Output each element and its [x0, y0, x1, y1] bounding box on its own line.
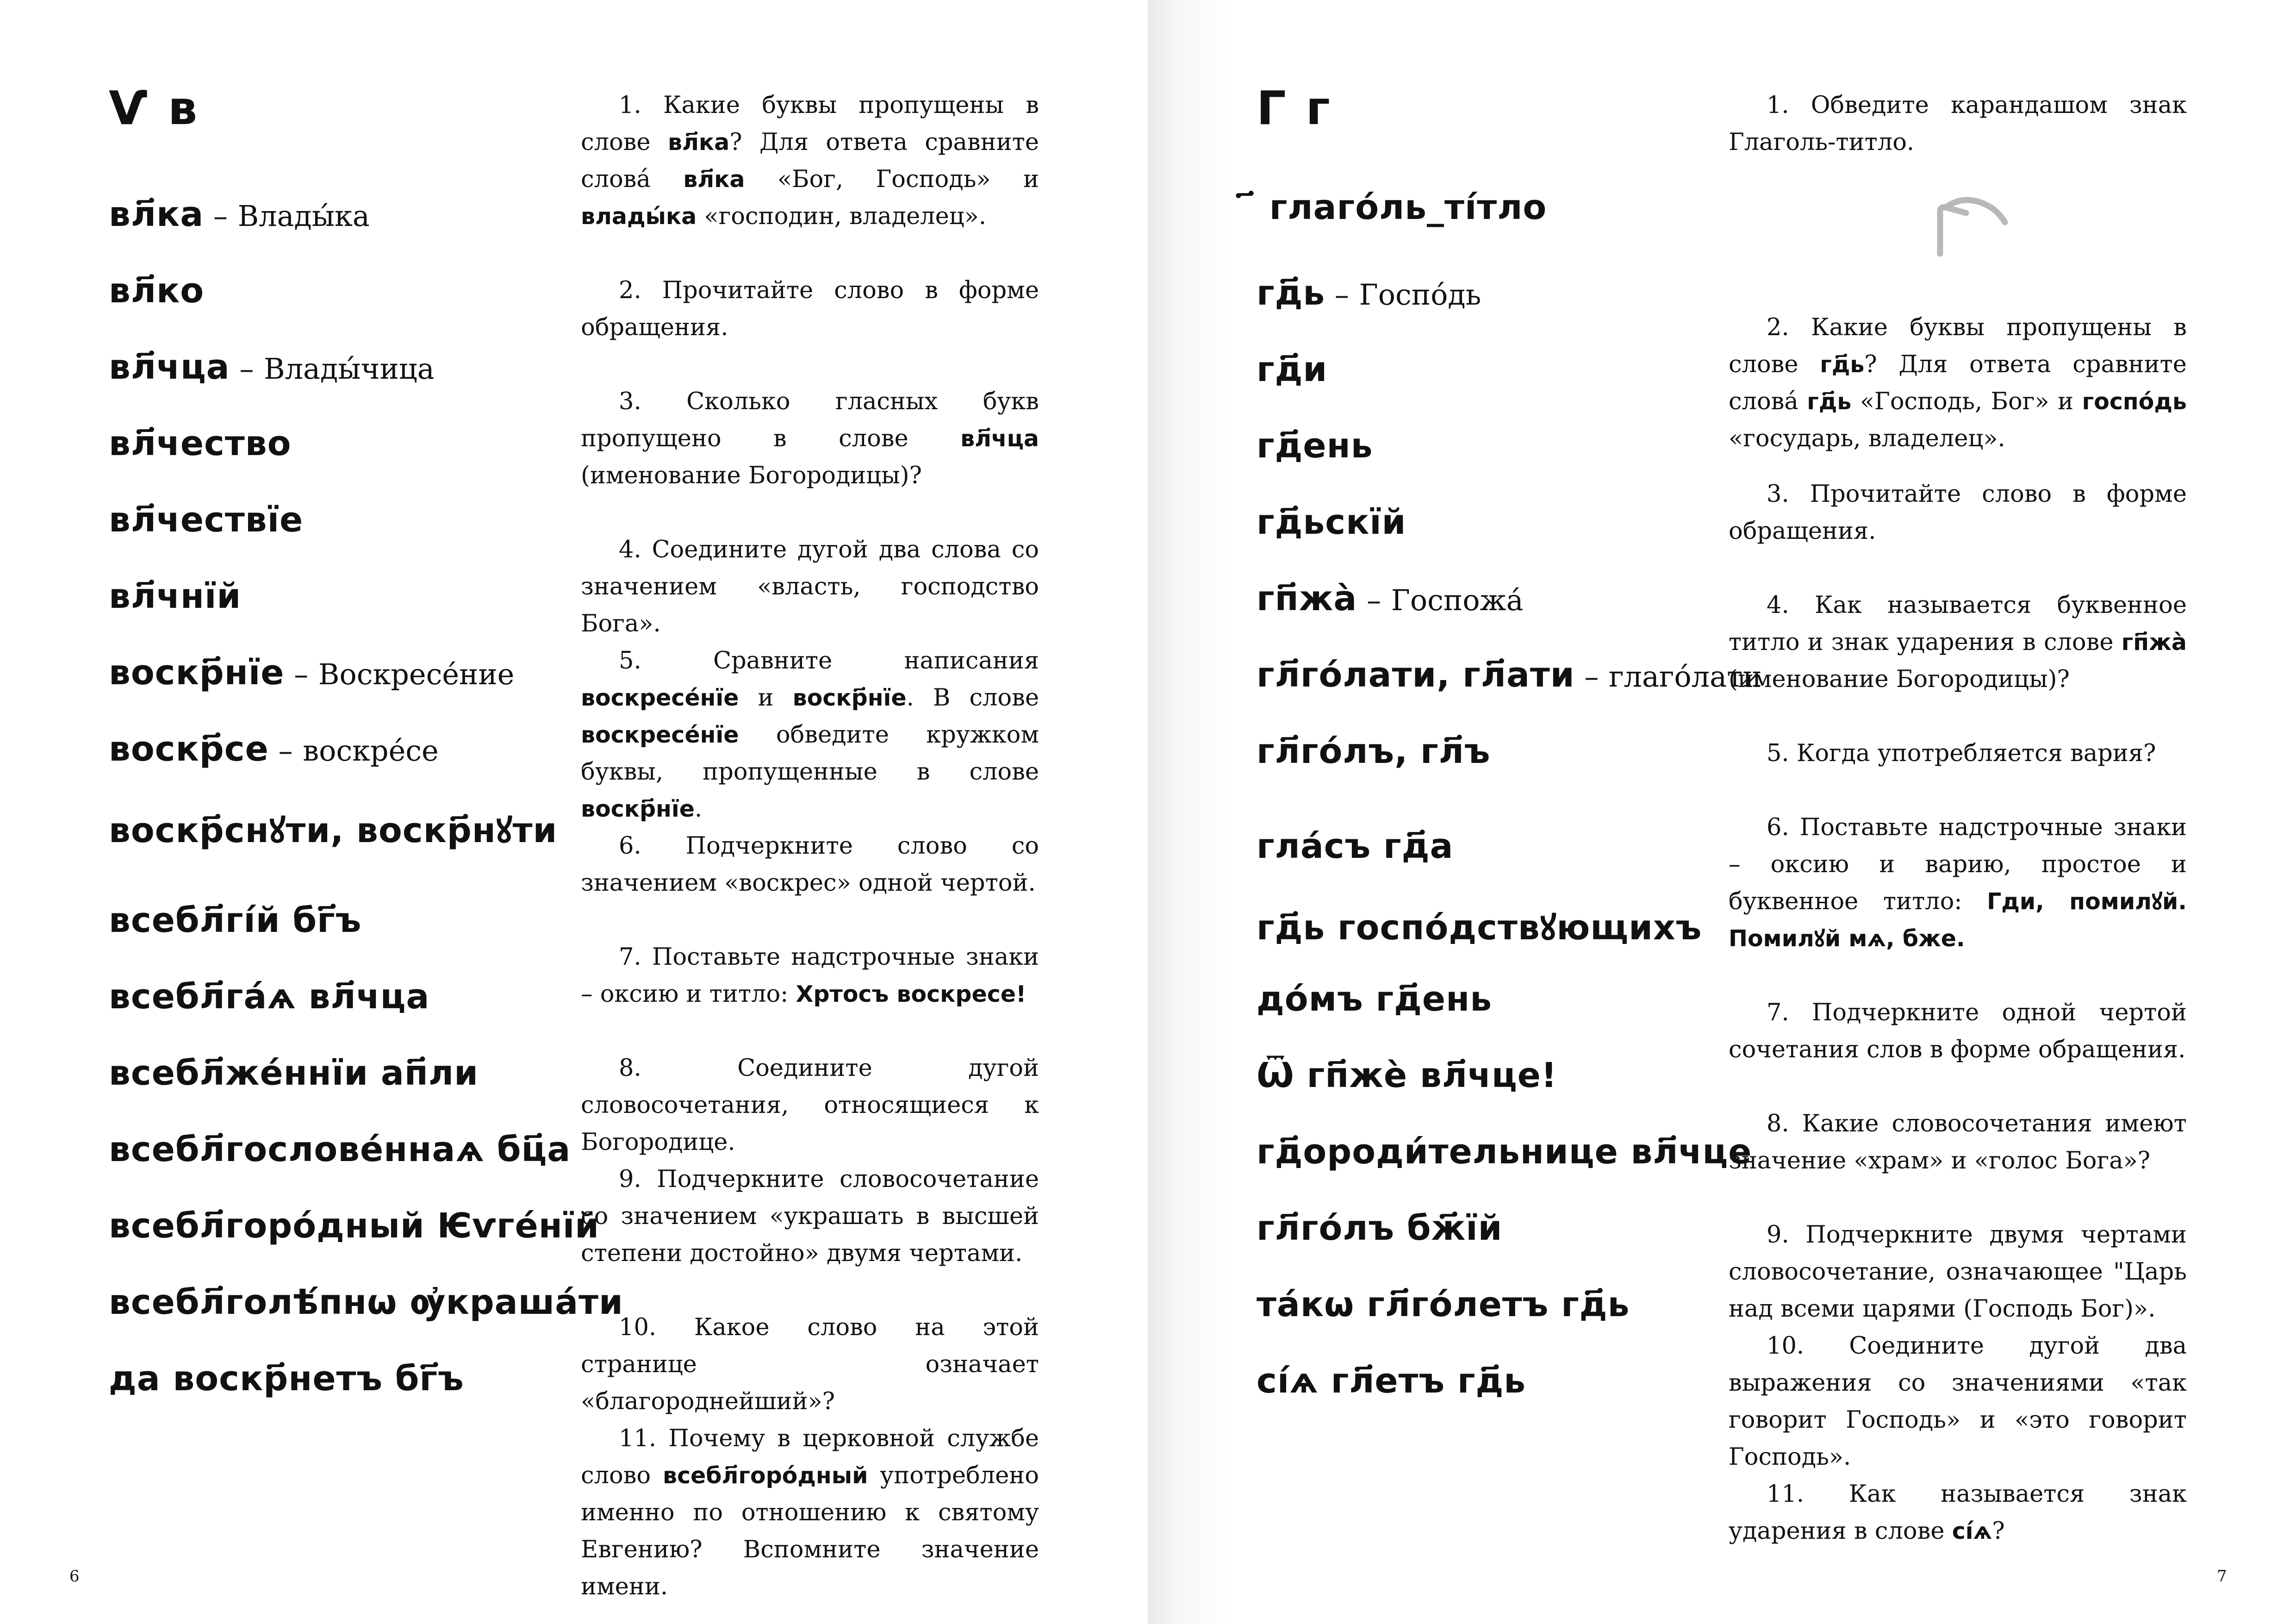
church-slavonic-inline: гд҃ь: [1807, 388, 1852, 415]
task-text: ? Для ответа сравните слова́: [581, 129, 1039, 193]
word-entry: [1257, 731, 1491, 771]
word-entry: [1257, 1208, 1502, 1248]
gloss-separator: –: [1325, 278, 1359, 312]
church-slavonic-word: Ѿ гп҃жѐ вл҃чце!: [1257, 1056, 1557, 1095]
church-slavonic-word: всебл҃же́ннїи ап҃ли: [109, 1053, 479, 1093]
church-slavonic-inline: влады́ка: [581, 203, 697, 230]
word-entry: [109, 1053, 479, 1093]
russian-gloss: Влады́ка: [237, 199, 370, 233]
task-item: [1729, 1476, 2187, 1550]
task-text: (именование Богородицы)?: [581, 462, 922, 489]
russian-gloss: Воскресе́ние: [318, 657, 515, 691]
task-text: 9. Подчеркните двумя чертами словосочетание, означающее: [1729, 1221, 2187, 1286]
church-slavonic-inline: сі́ѧ: [1952, 1518, 1992, 1544]
church-slavonic-word: воскр҃се: [109, 729, 269, 769]
church-slavonic-word: сі́ѧ гл҃етъ гд҃ь: [1257, 1361, 1526, 1401]
church-slavonic-inline: вл҃чца: [960, 425, 1039, 452]
task-item: [1729, 809, 2187, 957]
task-text: 7. Подчеркните одной чертой сочетания слов в форме обращения.: [1729, 999, 2187, 1063]
task-item: [1729, 1328, 2187, 1476]
glagol-titlo-icon: [1930, 194, 2009, 264]
church-slavonic-word: гд҃и: [1257, 350, 1328, 389]
task-text: 6. Поставьте надстрочные знаки – оксию и варию, простое и буквенное титло:: [1729, 814, 2187, 915]
church-slavonic-inline: воскр҃нїе: [581, 796, 695, 822]
page-number: 7: [2217, 1567, 2227, 1586]
task-item: [1729, 1217, 2187, 1328]
word-entry: [109, 1206, 599, 1246]
task-item: [581, 1420, 1039, 1605]
church-slavonic-word: воскр҃снꙋти, воскр҃нꙋти: [109, 811, 558, 850]
task-item: [1729, 994, 2187, 1068]
task-list: [581, 87, 1039, 1600]
word-entry: [109, 729, 439, 769]
task-text: употреблено именно по отношению к святому Евгению? Вспомните значение имени.: [581, 1462, 1039, 1600]
word-entry: [1257, 1056, 1557, 1095]
church-slavonic-inline: воскр҃нїе: [792, 685, 907, 711]
word-entry: [109, 500, 303, 540]
church-slavonic-inline: Хртосъ воскресе!: [796, 981, 1027, 1007]
page-number: 6: [69, 1567, 80, 1586]
task-text: 2. Какие буквы пропущены в слове: [1729, 314, 2187, 378]
task-item: [1729, 1106, 2187, 1180]
church-slavonic-word: вл҃ка: [109, 194, 204, 234]
task-text: . В слове: [906, 684, 1039, 712]
task-text: 3. Сколько гласных букв пропущено в слове: [581, 388, 1039, 452]
gloss-separator: –: [204, 199, 238, 233]
church-slavonic-word: гд҃ень: [1257, 426, 1373, 466]
church-slavonic-word: гд҃ороди́тельнице вл҃чце: [1257, 1132, 1752, 1172]
task-item: [581, 828, 1039, 902]
word-entry: [109, 576, 241, 616]
word-entry: [109, 806, 557, 852]
church-slavonic-word: гп҃жа̀: [1257, 579, 1357, 618]
gloss-separator: –: [1357, 583, 1391, 617]
church-slavonic-word: гл҃го́лати, гл҃ати: [1257, 655, 1575, 695]
word-entry: [1257, 579, 1524, 618]
church-slavonic-inline: госпо́дь: [2082, 388, 2187, 415]
task-text: 8. Какие словосочетания имеют значение «храм» и «голос Бога»?: [1729, 1110, 2187, 1174]
russian-gloss: Госпожа́: [1391, 583, 1524, 617]
word-entry: [109, 424, 291, 463]
task-item: [1729, 476, 2187, 550]
church-slavonic-word: вл҃ко: [109, 271, 205, 311]
word-entry: [1257, 826, 1453, 866]
task-item: [581, 1050, 1039, 1161]
task-list: [1729, 87, 2187, 1545]
task-text: «Господь, Бог» и: [1851, 388, 2082, 415]
word-entry: [109, 271, 204, 311]
task-text: 7. Поставьте надстрочные знаки – оксию и титло:: [581, 943, 1039, 1008]
word-entry: [109, 347, 435, 387]
church-slavonic-inline: гд҃ь: [1820, 351, 1865, 378]
church-slavonic-word: та́кѡ гл҃го́летъ гд҃ь: [1257, 1285, 1630, 1324]
church-slavonic-word: вл҃чнїй: [109, 576, 242, 616]
church-slavonic-word: гл҃го́лъ бж҃їй: [1257, 1208, 1503, 1248]
word-entry: [1257, 1132, 1752, 1172]
word-entry: [1257, 350, 1327, 389]
church-slavonic-word: всебл҃голѣ́пнѡ ѹ҆краша́ти: [109, 1282, 623, 1322]
task-text: 10. Какое слово на этой странице означает «благороднейший»?: [581, 1314, 1039, 1415]
church-slavonic-inline: Гди, помилꙋй. Помилꙋй мѧ, бже.: [1729, 888, 2187, 952]
church-slavonic-word: да воскр҃нетъ бг҃ъ: [109, 1359, 464, 1399]
task-text: 4. Соедините дугой два слова со значением «власть, господство Бога».: [581, 536, 1039, 637]
gloss-separator: –: [284, 657, 318, 691]
task-text: (именование Богородицы)?: [1729, 666, 2070, 693]
task-text: 1. Обведите карандашом знак Глаголь-титло.: [1729, 92, 2187, 156]
task-text: 9. Подчеркните словосочетание со значением «украшать в высшей степени достойно» двумя чертами.: [581, 1166, 1039, 1267]
task-item: [581, 531, 1039, 643]
task-item: [1729, 309, 2187, 457]
church-slavonic-word: вл҃чествїе: [109, 500, 304, 540]
church-slavonic-inline: вл҃ка: [683, 166, 745, 193]
task-text: 11. Как называется знак ударения в слове: [1729, 1480, 2187, 1545]
word-entry: [1257, 273, 1481, 313]
word-entry: [109, 194, 370, 234]
church-slavonic-word: воскр҃нїе: [109, 653, 285, 693]
word-entry: [109, 1282, 623, 1322]
church-slavonic-word: всебл҃га́ѧ вл҃чца: [109, 977, 430, 1017]
word-entry: [109, 1130, 571, 1169]
task-item: [581, 643, 1039, 828]
task-text: «Бог, Господь» и: [745, 166, 1039, 193]
task-text: 6. Подчеркните слово со значением «воскрес» одной чертой.: [581, 832, 1039, 897]
task-item: [581, 383, 1039, 494]
task-text: 5. Когда употребляется вария?: [1767, 740, 2156, 767]
word-entry: [1257, 426, 1373, 466]
task-text: 11. Почему в церковной службе слово: [581, 1425, 1039, 1489]
word-entry: [1257, 979, 1492, 1019]
task-item: [581, 272, 1039, 346]
church-slavonic-inline: воскресе́нїе: [581, 685, 739, 711]
word-entry: [1257, 655, 1762, 695]
church-slavonic-word: вл҃чество: [109, 424, 292, 463]
task-text: и: [739, 684, 793, 712]
gloss-separator: –: [1574, 660, 1609, 693]
word-entry: [109, 977, 429, 1017]
church-slavonic-word: гд҃ь госпо́дствꙋющихъ: [1257, 908, 1702, 948]
task-text: 4. Как называется буквенное титло и знак ударения в слове: [1729, 592, 2187, 656]
task-text: «государь, владелец».: [1729, 425, 2005, 452]
task-text: 2. Прочитайте слово в форме обращения.: [581, 277, 1039, 341]
task-text: 1. Какие буквы пропущены в слове: [581, 92, 1039, 156]
gloss-separator: –: [268, 734, 303, 768]
task-text: 10. Соедините дугой два выражения со значениями «так говорит Господь» и «это говорит Господь».: [1729, 1332, 2187, 1471]
task-text: 3. Прочитайте слово в форме обращения.: [1729, 481, 2187, 545]
russian-gloss: глаго́лати: [1609, 660, 1762, 693]
task-text: .: [694, 795, 703, 823]
russian-gloss: Госпо́дь: [1359, 278, 1481, 312]
task-text: ? Для ответа сравните слова́: [1729, 351, 2187, 415]
church-slavonic-inline: вл҃ка: [667, 129, 730, 156]
church-slavonic-inline: всебл҃горо́дный: [662, 1462, 868, 1489]
russian-gloss: воскре́се: [303, 734, 439, 768]
task-text: "Царь над всеми царями (Господь Бог)».: [1729, 1258, 2187, 1323]
letter-heading: Ѵ в: [109, 81, 199, 135]
task-text: «господин, владелец».: [697, 203, 986, 230]
task-item: [581, 1309, 1039, 1420]
letter-heading: Г г: [1257, 81, 1332, 135]
church-slavonic-word: гд҃ь: [1257, 273, 1325, 313]
task-item: [1729, 87, 2187, 161]
task-item: [1729, 587, 2187, 698]
word-entry: [1257, 1361, 1526, 1401]
word-entry: [109, 900, 361, 940]
word-entry: [109, 653, 514, 693]
church-slavonic-word: вл҃чца: [109, 347, 230, 387]
russian-gloss: Влады́чица: [264, 352, 435, 386]
task-text: обведите кружком буквы, пропущенные в слове: [581, 721, 1039, 786]
church-slavonic-inline: воскресе́нїе: [581, 722, 739, 748]
church-slavonic-word: всебл҃гослове́ннаѧ бц҃а: [109, 1130, 571, 1169]
church-slavonic-word: всебл҃горо́дный Ѥѵге́нїй: [109, 1206, 600, 1246]
word-entry: [1257, 502, 1406, 542]
task-item: [581, 87, 1039, 235]
church-slavonic-word: ҃ глаго́ль_ті́тло: [1257, 187, 1547, 227]
word-entry: [1257, 1285, 1630, 1324]
church-slavonic-word: гл҃го́лъ, гл҃ъ: [1257, 731, 1491, 771]
right-page: [1148, 0, 2296, 1624]
church-slavonic-inline: гп҃жа̀: [2121, 629, 2187, 656]
church-slavonic-word: всебл҃гі́й бг҃ъ: [109, 900, 362, 940]
church-slavonic-word: до́мъ гд҃ень: [1257, 979, 1492, 1019]
task-item: [1729, 735, 2187, 772]
task-item: [581, 1161, 1039, 1272]
gloss-separator: –: [230, 352, 264, 386]
task-text: 8. Соедините дугой словосочетания, относящиеся к Богородице.: [581, 1055, 1039, 1156]
word-entry: [1257, 903, 1702, 949]
word-entry: [1257, 187, 1547, 227]
task-item: [581, 939, 1039, 1013]
task-text: 5. Сравните написания: [619, 647, 1039, 675]
church-slavonic-word: гла́съ гд҃а: [1257, 826, 1454, 866]
church-slavonic-word: гд҃ьскїй: [1257, 502, 1406, 542]
task-text: ?: [1992, 1518, 2005, 1545]
word-entry: [109, 1359, 464, 1399]
